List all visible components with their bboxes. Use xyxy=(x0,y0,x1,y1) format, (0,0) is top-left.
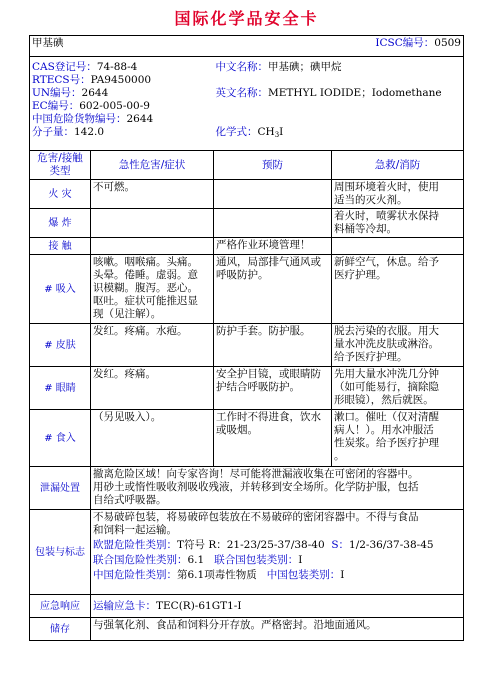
column-firstaid: 急救/消防 xyxy=(332,151,464,180)
label-storage: 储存 xyxy=(30,618,91,641)
packaging-text: 不易破碎包装，将易破碎包装放在不易破碎的密闭容器中。不得与食品 和饲料一起运输。 欧盟危险性类别：T符号 R：21-23/25-37/38-40 S：1/2-36/37-38-45 联合国危险性类别：6.1 联合国包装类别：I 中国危险性类别：第6.1项毒性物质 中国包装类别：I xyxy=(91,510,464,595)
label-packaging: 包装与标志 xyxy=(30,510,91,595)
skin-firstaid: 脱去污染的衣服。用大 量水冲洗皮肤或淋浴。 给予医疗护理。 xyxy=(332,324,464,367)
eye-hazard: 发红。疼痛。 xyxy=(91,367,214,410)
column-type: 危害/接触类型 xyxy=(30,151,91,180)
column-header-row xyxy=(30,151,464,180)
row-explosion xyxy=(30,209,464,238)
skin-hazard: 发红。疼痛。水疱。 xyxy=(91,324,214,367)
contact-prevention: 严格作业环境管理！ xyxy=(214,238,332,255)
row-skin xyxy=(30,324,464,367)
contact-firstaid xyxy=(332,238,464,255)
row-spill xyxy=(30,467,464,510)
eye-firstaid: 先用大量水冲洗几分钟 （如可能易行，摘除隐 形眼镜），然后就医。 xyxy=(332,367,464,410)
ingest-firstaid: 漱口。催吐（仅对清醒 病人！）。用水冲服活 性炭浆。给予医疗护理 。 xyxy=(332,410,464,467)
column-hazard: 急性危害/症状 xyxy=(91,151,214,180)
chemical-name: 甲基碘 xyxy=(30,36,214,57)
label-emergency: 应急响应 xyxy=(30,595,91,618)
explosion-firstaid: 着火时，喷雾状水保持 料桶等冷却。 xyxy=(332,209,464,238)
row-storage xyxy=(30,618,464,641)
row-ingest xyxy=(30,410,464,467)
icsc-number: ICSC编号：0509 xyxy=(214,36,464,57)
label-explosion: 爆 炸 xyxy=(30,209,91,238)
row-emergency xyxy=(30,595,464,618)
label-fire: 火 灾 xyxy=(30,180,91,209)
ingest-hazard: （另见吸入）。 xyxy=(91,410,214,467)
row-packaging xyxy=(30,510,464,595)
row-eye xyxy=(30,367,464,410)
fire-prevention xyxy=(214,180,332,209)
contact-hazard xyxy=(91,238,214,255)
storage-text: 与强氧化剂、食品和饲料分开存放。严格密封。沿地面通风。 xyxy=(91,618,464,641)
label-inhale: # 吸入 xyxy=(30,255,91,324)
emergency-text: 运输应急卡：TEC(R)-61GT1-I xyxy=(91,595,464,618)
row-inhale xyxy=(30,255,464,324)
card-title: 国际化学品安全卡 xyxy=(174,9,319,28)
label-contact: 接 触 xyxy=(30,238,91,255)
ingest-prevention: 工作时不得进食，饮水 或吸烟。 xyxy=(214,410,332,467)
label-spill: 泄漏处置 xyxy=(30,467,91,510)
fire-firstaid: 周围环境着火时，使用 适当的灭火剂。 xyxy=(332,180,464,209)
spill-text: 撤离危险区域！向专家咨询！尽可能将泄漏液收集在可密闭的容器中。 用砂土或惰性吸收剂吸收残液，并转移到安全场所。化学防护服，包括 自给式呼吸器。 xyxy=(91,467,464,510)
column-prevention: 预防 xyxy=(214,151,332,180)
row-contact xyxy=(30,238,464,255)
identifier-row xyxy=(30,57,464,151)
explosion-hazard xyxy=(91,209,214,238)
safety-card-table xyxy=(29,35,464,641)
label-ingest: # 食入 xyxy=(30,410,91,467)
label-skin: # 皮肤 xyxy=(30,324,91,367)
header-row xyxy=(30,36,464,57)
fire-hazard: 不可燃。 xyxy=(91,180,214,209)
inhale-hazard: 咳嗽。咽喉痛。头痛。 头晕。倦睡。虚弱。意 识模糊。腹泻。恶心。 呕吐。症状可能推迟显 现（见注解）。 xyxy=(91,255,214,324)
inhale-firstaid: 新鲜空气，休息。给予 医疗护理。 xyxy=(332,255,464,324)
inhale-prevention: 通风，局部排气通风或 呼吸防护。 xyxy=(214,255,332,324)
row-fire xyxy=(30,180,464,209)
identifier-codes: CAS登记号：74-88-4 RTECS号：PA9450000 UN编号：2644 EC编号：602-005-00-9 中国危险货物编号：2644 分子量：142.0 xyxy=(30,57,214,151)
explosion-prevention xyxy=(214,209,332,238)
identifier-names: 中文名称：甲基碘；碘甲烷 英文名称：METHYL IODIDE；Iodomethane 化学式：$CH_3I$ xyxy=(214,57,464,151)
skin-prevention: 防护手套。防护服。 xyxy=(214,324,332,367)
eye-prevention: 安全护目镜，或眼睛防 护结合呼吸防护。 xyxy=(214,367,332,410)
label-eye: # 眼睛 xyxy=(30,367,91,410)
